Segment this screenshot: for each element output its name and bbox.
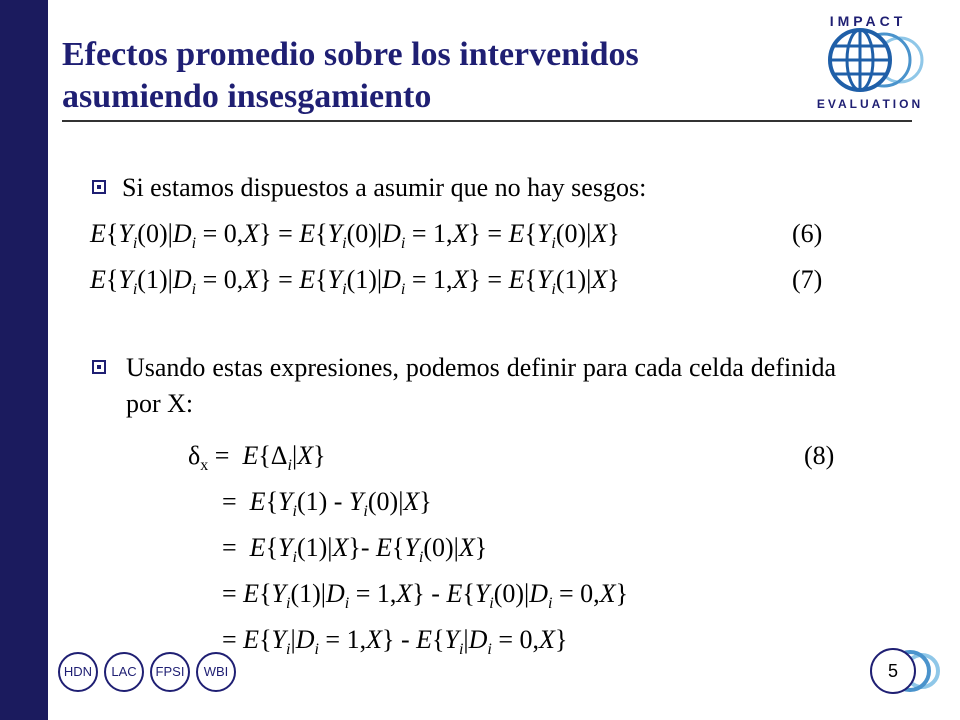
footer-lac: LAC bbox=[104, 652, 144, 692]
bullet-item-1 bbox=[92, 170, 892, 206]
svg-text:EVALUATION: EVALUATION bbox=[816, 97, 924, 111]
title-line-2: asumiendo insesgamiento bbox=[62, 78, 432, 115]
equation-8-step-2: = $E\{Y_i(1)|X\}-$ $E\{Y_i(0)|X\}$ bbox=[222, 533, 488, 567]
footer-logos bbox=[58, 652, 248, 692]
slide-title bbox=[62, 34, 762, 118]
equation-6-label: (6) bbox=[792, 219, 823, 248]
equation-8-step-1: = $E\{Y_i(1) - Y_i(0)|X\}$ bbox=[222, 487, 432, 521]
page-number: 5 bbox=[870, 648, 916, 694]
footer-wbi: WBI bbox=[196, 652, 236, 692]
equation-8-step-3: = $E\{Y_i(1)|D_i = 1,X\} - E\{Y_i(0)|D_i = 0,X\}$ bbox=[222, 579, 629, 613]
svg-text:IMPACT: IMPACT bbox=[829, 13, 907, 29]
title-line-1: Efectos promedio sobre los intervenidos bbox=[62, 36, 639, 73]
equation-6: $E\{Y_i(0)|D_i = 0,X\} = E\{Y_i(0)|D_i = 1,X\} = E\{Y_i(0)|X\}$ bbox=[90, 219, 620, 253]
equation-8-label: (8) bbox=[804, 441, 835, 470]
square-bullet-icon bbox=[92, 360, 106, 374]
left-sidebar-band bbox=[0, 0, 48, 720]
page-number-badge bbox=[870, 648, 950, 698]
equation-8: $\delta_x = E\{\Delta_i|X\}$ bbox=[188, 441, 326, 475]
impact-evaluation-logo bbox=[800, 4, 940, 116]
footer-hdn: HDN bbox=[58, 652, 98, 692]
equation-7: $E\{Y_i(1)|D_i = 0,X\} = E\{Y_i(1)|D_i = 1,X\} = E\{Y_i(1)|X\}$ bbox=[90, 265, 620, 299]
footer-fpsi: FPSI bbox=[150, 652, 190, 692]
equation-7-label: (7) bbox=[792, 265, 823, 294]
globe-icon bbox=[800, 4, 940, 116]
bullet-1-text: Si estamos dispuestos a asumir que no hay sesgos: bbox=[122, 173, 647, 202]
square-bullet-icon bbox=[92, 180, 106, 194]
bullet-item-2-marker bbox=[92, 350, 122, 386]
equation-8-step-4: = $E\{Y_i|D_i = 1,X\} - E\{Y_i|D_i = 0,X\}$ bbox=[222, 625, 568, 659]
bullet-2-text: Usando estas expresiones, podemos definir para cada celda definida por X: bbox=[126, 353, 836, 418]
title-underline bbox=[62, 120, 912, 122]
